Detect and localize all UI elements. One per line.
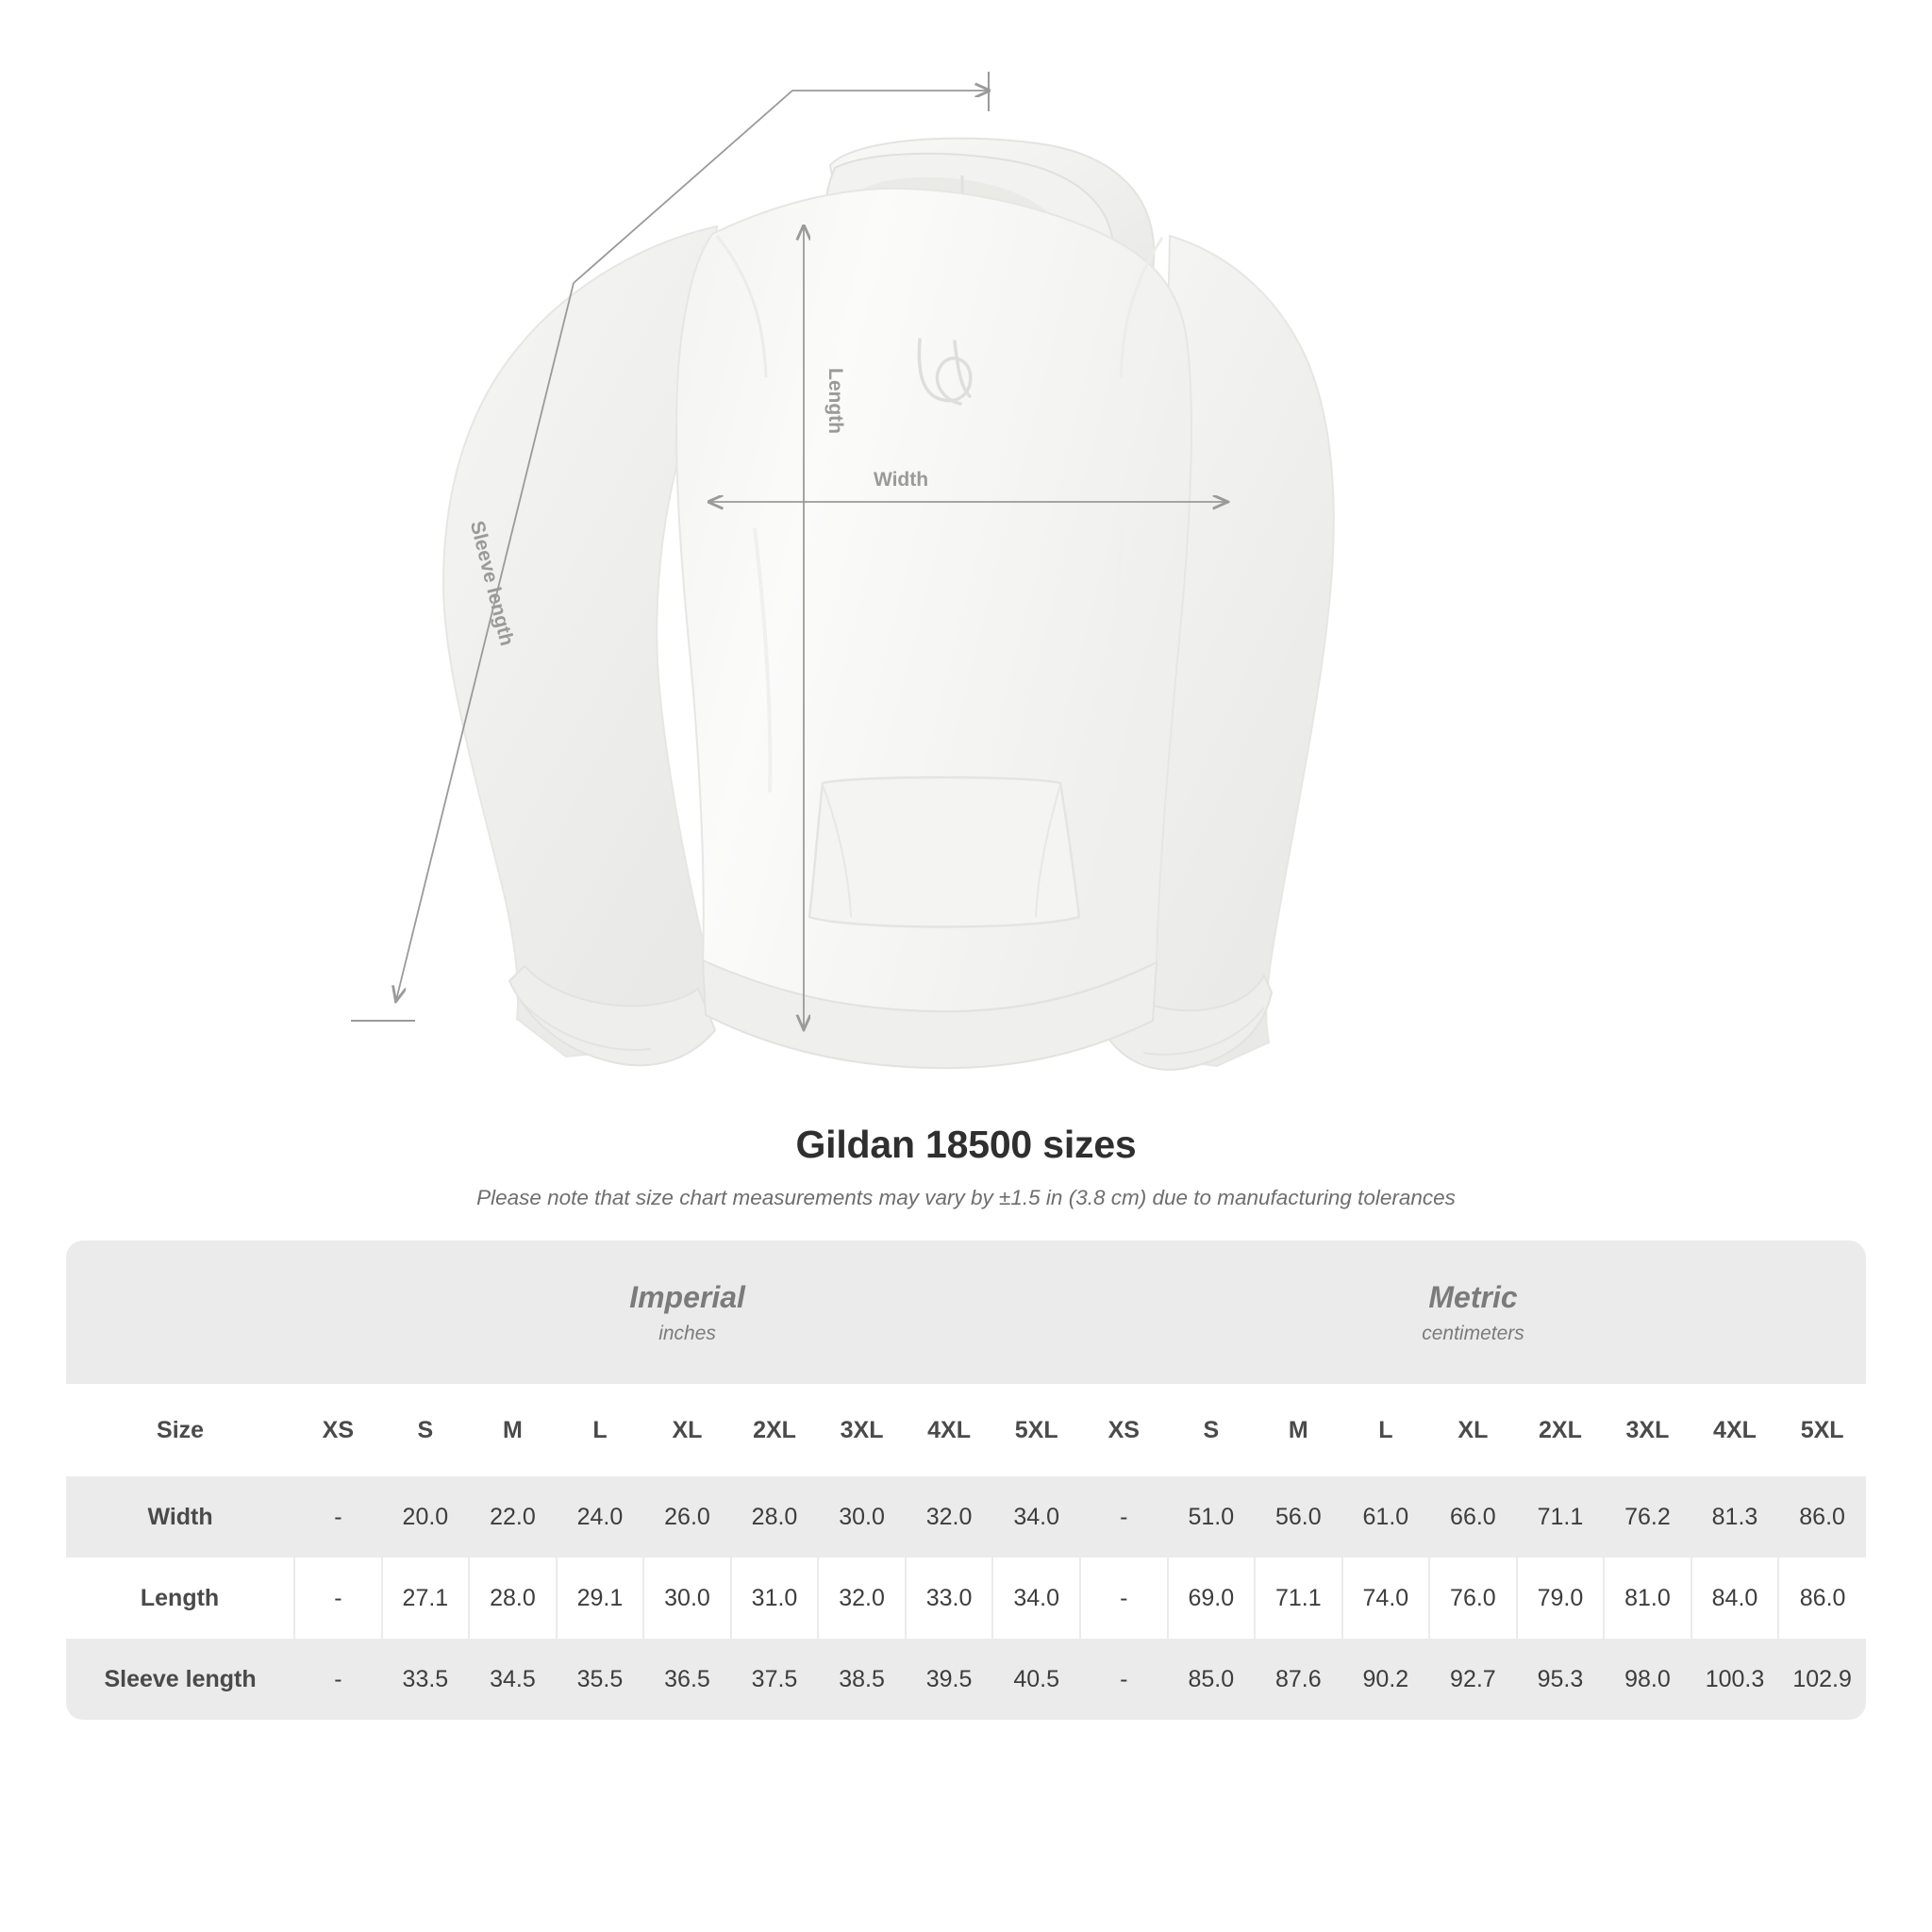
width-metric-2xl: 71.1 [1517,1476,1605,1557]
sleeve-metric-xs: - [1080,1639,1168,1720]
unit-header-row [66,1241,1866,1384]
label-length: Length [824,368,846,434]
width-metric-l: 61.0 [1342,1476,1430,1557]
size-header-imperial-xl: XL [643,1384,731,1476]
unit-name-imperial: Imperial [629,1279,745,1314]
sleeve-imperial-s: 33.5 [382,1639,470,1720]
title-block [0,1123,1932,1210]
row-label-width: Width [66,1476,294,1557]
unit-sub-metric: centimeters [1422,1322,1524,1344]
length-imperial-s: 27.1 [382,1557,470,1639]
length-imperial-l: 29.1 [557,1557,644,1639]
hoodie-body [443,139,1334,1070]
label-width: Width [873,469,929,491]
sleeve-metric-5xl: 102.9 [1778,1639,1866,1720]
length-metric-2xl: 79.0 [1517,1557,1605,1639]
sleeve-metric-3xl: 98.0 [1604,1639,1691,1720]
width-imperial-l: 24.0 [557,1476,644,1557]
size-table [66,1241,1866,1720]
sleeve-imperial-xl: 36.5 [643,1639,731,1720]
row-label-sleeve-length: Sleeve length [66,1639,294,1720]
size-header-metric-3xl: 3XL [1604,1384,1691,1476]
length-metric-s: 69.0 [1168,1557,1256,1639]
sleeve-imperial-l: 35.5 [557,1639,644,1720]
size-header-metric-s: S [1168,1384,1256,1476]
width-imperial-2xl: 28.0 [731,1476,819,1557]
length-metric-5xl: 86.0 [1778,1557,1866,1639]
sleeve-imperial-4xl: 39.5 [906,1639,993,1720]
length-metric-4xl: 84.0 [1691,1557,1779,1639]
width-imperial-xs: - [294,1476,382,1557]
unit-header-imperial [294,1241,1080,1384]
size-header-metric-l: L [1342,1384,1430,1476]
size-header-label: Size [66,1384,294,1476]
length-imperial-xs: - [294,1557,382,1639]
page-title: Gildan 18500 sizes [795,1123,1137,1166]
row-label-length: Length [66,1557,294,1639]
sleeve-imperial-3xl: 38.5 [818,1639,906,1720]
sleeve-metric-m: 87.6 [1255,1639,1342,1720]
width-metric-3xl: 76.2 [1604,1476,1691,1557]
size-header-imperial-2xl: 2XL [731,1384,819,1476]
width-metric-xl: 66.0 [1429,1476,1517,1557]
size-header-metric-xl: XL [1429,1384,1517,1476]
sleeve-imperial-xs: - [294,1639,382,1720]
tolerance-note: Please note that size chart measurements may vary by ±1.5 in (3.8 cm) due to manufacturing tolerances [476,1186,1456,1209]
width-metric-m: 56.0 [1255,1476,1342,1557]
unit-sub-imperial: inches [658,1322,716,1344]
size-header-imperial-5xl: 5XL [992,1384,1080,1476]
width-imperial-3xl: 30.0 [818,1476,906,1557]
length-imperial-2xl: 31.0 [731,1557,819,1639]
table-row-width [66,1476,1866,1557]
sleeve-metric-s: 85.0 [1168,1639,1256,1720]
size-header-imperial-s: S [382,1384,470,1476]
size-table-wrapper [66,1241,1866,1720]
length-metric-m: 71.1 [1255,1557,1342,1639]
length-imperial-4xl: 33.0 [906,1557,993,1639]
size-header-metric-4xl: 4XL [1691,1384,1779,1476]
length-imperial-m: 28.0 [469,1557,557,1639]
table-row-sleeve-length [66,1639,1866,1720]
size-header-imperial-xs: XS [294,1384,382,1476]
width-imperial-s: 20.0 [382,1476,470,1557]
size-header-imperial-l: L [557,1384,644,1476]
sleeve-imperial-5xl: 40.5 [992,1639,1080,1720]
width-imperial-m: 22.0 [469,1476,557,1557]
width-imperial-xl: 26.0 [643,1476,731,1557]
size-header-metric-m: M [1255,1384,1342,1476]
sleeve-metric-xl: 92.7 [1429,1639,1517,1720]
width-metric-5xl: 86.0 [1778,1476,1866,1557]
size-header-metric-2xl: 2XL [1517,1384,1605,1476]
unit-header-metric [1080,1241,1866,1384]
size-header-imperial-4xl: 4XL [906,1384,993,1476]
width-metric-s: 51.0 [1168,1476,1256,1557]
width-metric-4xl: 81.3 [1691,1476,1779,1557]
length-imperial-5xl: 34.0 [992,1557,1080,1639]
size-header-row [66,1384,1866,1476]
length-metric-xl: 76.0 [1429,1557,1517,1639]
length-metric-l: 74.0 [1342,1557,1430,1639]
sleeve-imperial-m: 34.5 [469,1639,557,1720]
sleeve-metric-l: 90.2 [1342,1639,1430,1720]
label-sleeve-length: Sleeve length [465,518,518,648]
width-metric-xs: - [1080,1476,1168,1557]
length-metric-xs: - [1080,1557,1168,1639]
unit-name-metric: Metric [1428,1279,1518,1314]
width-imperial-5xl: 34.0 [992,1476,1080,1557]
sleeve-metric-2xl: 95.3 [1517,1639,1605,1720]
table-row-length [66,1557,1866,1639]
width-imperial-4xl: 32.0 [906,1476,993,1557]
length-metric-3xl: 81.0 [1604,1557,1691,1639]
length-imperial-xl: 30.0 [643,1557,731,1639]
sleeve-imperial-2xl: 37.5 [731,1639,819,1720]
unit-header-spacer [66,1241,294,1384]
size-header-metric-xs: XS [1080,1384,1168,1476]
length-imperial-3xl: 32.0 [818,1557,906,1639]
size-header-metric-5xl: 5XL [1778,1384,1866,1476]
size-header-imperial-m: M [469,1384,557,1476]
size-header-imperial-3xl: 3XL [818,1384,906,1476]
sleeve-metric-4xl: 100.3 [1691,1639,1779,1720]
